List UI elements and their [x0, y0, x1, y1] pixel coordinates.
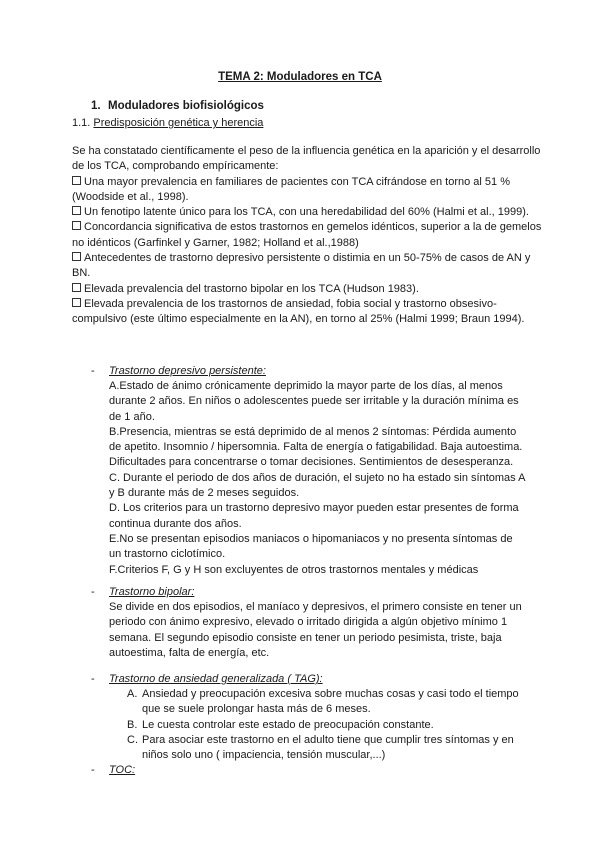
section-label: Moduladores biofisiológicos — [108, 100, 264, 112]
tag-list — [109, 687, 529, 763]
subsection-number: 1.1. — [72, 117, 91, 129]
dash-bullet: - — [91, 365, 95, 377]
bipolar-title: Trastorno bipolar: — [109, 586, 195, 598]
dash-bullet: - — [91, 673, 95, 685]
bipolar-body: Se divide en dos episodios, el maníaco y depresivos, el primero consiste en tener un periodo con ánimo expresivo, elevado o irritado dirigida a algún objetivo mínimo 1 semana. El segundo episodio consiste en tener un periodo pesimista, triste, baja autoestima, falta de energía, etc. — [109, 601, 522, 659]
intro-bullet: Un fenotipo latente único para los TCA, con una heredabilidad del 60% (Halmi et al., 1999). — [72, 205, 542, 220]
checkbox-bullet-icon — [72, 283, 81, 292]
depresivo-title: Trastorno depresivo persistente: — [109, 365, 266, 377]
tag-title: Trastorno de ansiedad generalizada ( TAG): — [109, 673, 323, 685]
intro-bullet: Elevada prevalencia del trastorno bipolar en los TCA (Hudson 1983). — [72, 282, 542, 297]
intro-bullet: Una mayor prevalencia en familiares de pacientes con TCA cifrándose en torno al 51 % (Woodside et al., 1998). — [72, 175, 510, 203]
criterion-d: D. Los criterios para un trastorno depresivo mayor pueden estar presentes de forma continua durante dos años. — [109, 502, 519, 530]
document-title: TEMA 2: Moduladores en TCA — [218, 71, 382, 83]
list-item: B. Le cuesta controlar este estado de preocupación constante. — [127, 718, 434, 731]
checkbox-bullet-icon — [72, 252, 81, 261]
criterion-b: B.Presencia, mientras se está deprimido de al menos 2 síntomas: Pérdida aumento de apetito. Insomnio / hipersomnia. Falta de energía o fatigabilidad. Baja autoestima. Dificultades para concentrarse o tomar decisiones. Sentimientos de desesperanza. — [109, 425, 523, 469]
criterion-f: F.Criterios F, G y H son excluyentes de otros trastornos mentales y médicas — [109, 563, 479, 576]
checkbox-bullet-icon — [72, 221, 81, 230]
checkbox-bullet-icon — [72, 298, 81, 307]
toc-title: TOC: — [109, 764, 136, 776]
subsection-heading — [72, 117, 263, 129]
criterion-c: C. Durante el periodo de dos años de duración, el sujeto no ha estado sin síntomas A y B durante más de 2 meses seguidos. — [109, 471, 525, 500]
subsection-label: Predisposición genética y herencia — [93, 117, 264, 129]
criterion-a: A.Estado de ánimo crónicamente deprimido la mayor parte de los días, al menos durante 2 años. En niños o adolescentes puede ser irritable y la duración mínima es de 1 año. — [109, 380, 519, 423]
criterion-e: E.No se presentan episodios maniacos o hipomaniacos y no presenta síntomas de un trastorno ciclotímico. — [109, 532, 513, 561]
section-number: 1. — [91, 100, 101, 112]
checkbox-bullet-icon — [72, 206, 81, 215]
intro-bullet: Elevada prevalencia de los trastornos de ansiedad, fobia social y trastorno obsesivo-compulsivo (este último especialmente en la AN), en torno al 25% (Halmi 1999; Braun 1994). — [72, 297, 525, 326]
intro-bullet: Concordancia significativa de estos trastornos en gemelos idénticos, superior a la de gemelos no idénticos (Garfinkel y Garner, 1982; Holland et al.,1988) — [72, 221, 542, 249]
dash-bullet: - — [91, 586, 95, 598]
intro-bullet: Antecedentes de trastorno depresivo persistente o distimia en un 50-75% de casos de AN y BN. — [72, 252, 531, 280]
dash-bullet: - — [91, 764, 95, 776]
depresivo-criteria — [109, 379, 527, 578]
checkbox-bullet-icon — [72, 176, 81, 185]
list-item: C. Para asociar este trastorno en el adulto tiene que cumplir tres síntomas y en niños solo uno ( impaciencia, tensión muscular,...) — [127, 733, 514, 762]
intro-text — [72, 144, 542, 328]
list-item: A. Ansiedad y preocupación excesiva sobre muchas cosas y casi todo el tiempo que se suele prolongar hasta más de 6 meses. — [127, 688, 519, 716]
section-heading — [91, 100, 264, 112]
intro-paragraph: Se ha constatado científicamente el peso de la influencia genética en la aparición y el desarrollo de los TCA, comprobando empíricamente: — [72, 145, 541, 173]
